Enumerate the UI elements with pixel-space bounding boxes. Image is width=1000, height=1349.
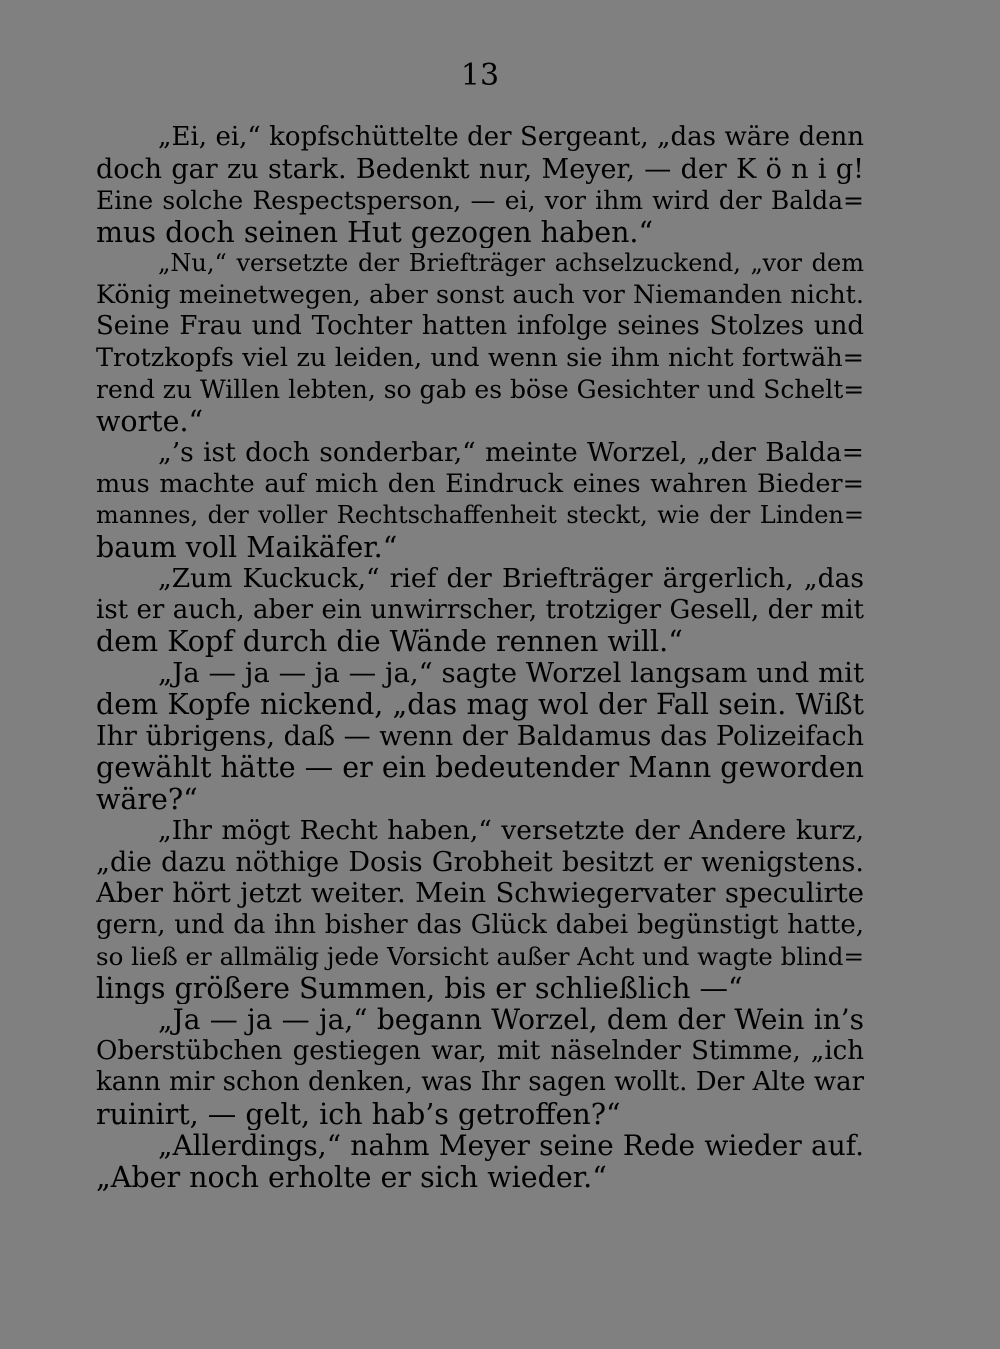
text-line: rend zu Willen lebten, so gab es böse Gesichter und Schelt=: [96, 375, 864, 404]
text-line: „Allerdings,“ nahm Meyer seine Rede wieder auf.: [158, 1130, 864, 1162]
text-line: mannes, der voller Rechtschaffenheit steckt, wie der Linden=: [96, 501, 864, 529]
text-line: Eine solche Respectsperson, — ei, vor ihm wird der Balda=: [96, 186, 864, 215]
text-line: so ließ er allmälig jede Vorsicht außer Acht und wagte blind=: [96, 942, 864, 971]
body-text: [96, 122, 864, 1193]
text-line: „Ja — ja — ja — ja,“ sagte Worzel langsam und mit: [158, 657, 864, 689]
text-line: König meinetwegen, aber sonst auch vor Niemanden nicht.: [96, 279, 864, 310]
text-line: „Ja — ja — ja,“ begann Worzel, dem der Wein in’s: [158, 1004, 864, 1036]
page-number: 13: [460, 58, 500, 93]
text-line: mus machte auf mich den Eindruck eines wahren Bieder=: [96, 468, 864, 499]
text-line: „’s ist doch sonderbar,“ meinte Worzel, „der Balda=: [158, 437, 864, 468]
text-line: Oberstübchen gestiegen war, mit näselnder Stimme, „ich: [96, 1035, 864, 1066]
text-line: wäre?“: [96, 783, 198, 815]
text-line: „Ei, ei,“ kopfschüttelte der Sergeant, „das wäre denn: [158, 122, 864, 152]
text-line: dem Kopfe nickend, „das mag wol der Fall sein. Wißt: [96, 689, 864, 721]
text-line: dem Kopf durch die Wände rennen will.“: [96, 626, 683, 658]
text-line: worte.“: [96, 405, 204, 437]
text-line: „Ihr mögt Recht haben,“ versetzte der Andere kurz,: [158, 815, 864, 846]
text-line: gewählt hätte — er ein bedeutender Mann geworden: [96, 752, 864, 784]
text-line: kann mir schon denken, was Ihr sagen wollt. Der Alte war: [96, 1067, 864, 1097]
text-line: „Nu,“ versetzte der Briefträger achselzuckend, „vor dem: [158, 249, 864, 277]
text-line: „die dazu nöthige Dosis Grobheit besitzt er wenigstens.: [96, 846, 864, 878]
text-line: Ihr übrigens, daß — wenn der Baldamus das Polizeifach: [96, 720, 864, 752]
text-line: Trotzkopfs viel zu leiden, und wenn sie ihm nicht fortwäh=: [96, 342, 864, 373]
text-line: Seine Frau und Tochter hatten infolge seines Stolzes und: [96, 311, 864, 341]
text-line: „Zum Kuckuck,“ rief der Briefträger ärgerlich, „das: [158, 563, 864, 594]
text-line: baum voll Maikäfer.“: [96, 531, 398, 563]
text-line: ruinirt, — gelt, ich hab’s getroffen?“: [96, 1098, 621, 1130]
text-line: doch gar zu stark. Bedenkt nur, Meyer, — der K ö n i g!: [96, 153, 864, 185]
text-line: ist er auch, aber ein unwirrscher, trotziger Gesell, der mit: [96, 594, 864, 625]
text-line: lings größere Summen, bis er schließlich —“: [96, 972, 743, 1004]
text-line: gern, und da ihn bisher das Glück dabei begünstigt hatte,: [96, 909, 864, 940]
text-line: Aber hört jetzt weiter. Mein Schwiegervater speculirte: [96, 878, 864, 909]
text-line: mus doch seinen Hut gezogen haben.“: [96, 216, 654, 248]
text-line: „Aber noch erholte er sich wieder.“: [96, 1161, 607, 1193]
